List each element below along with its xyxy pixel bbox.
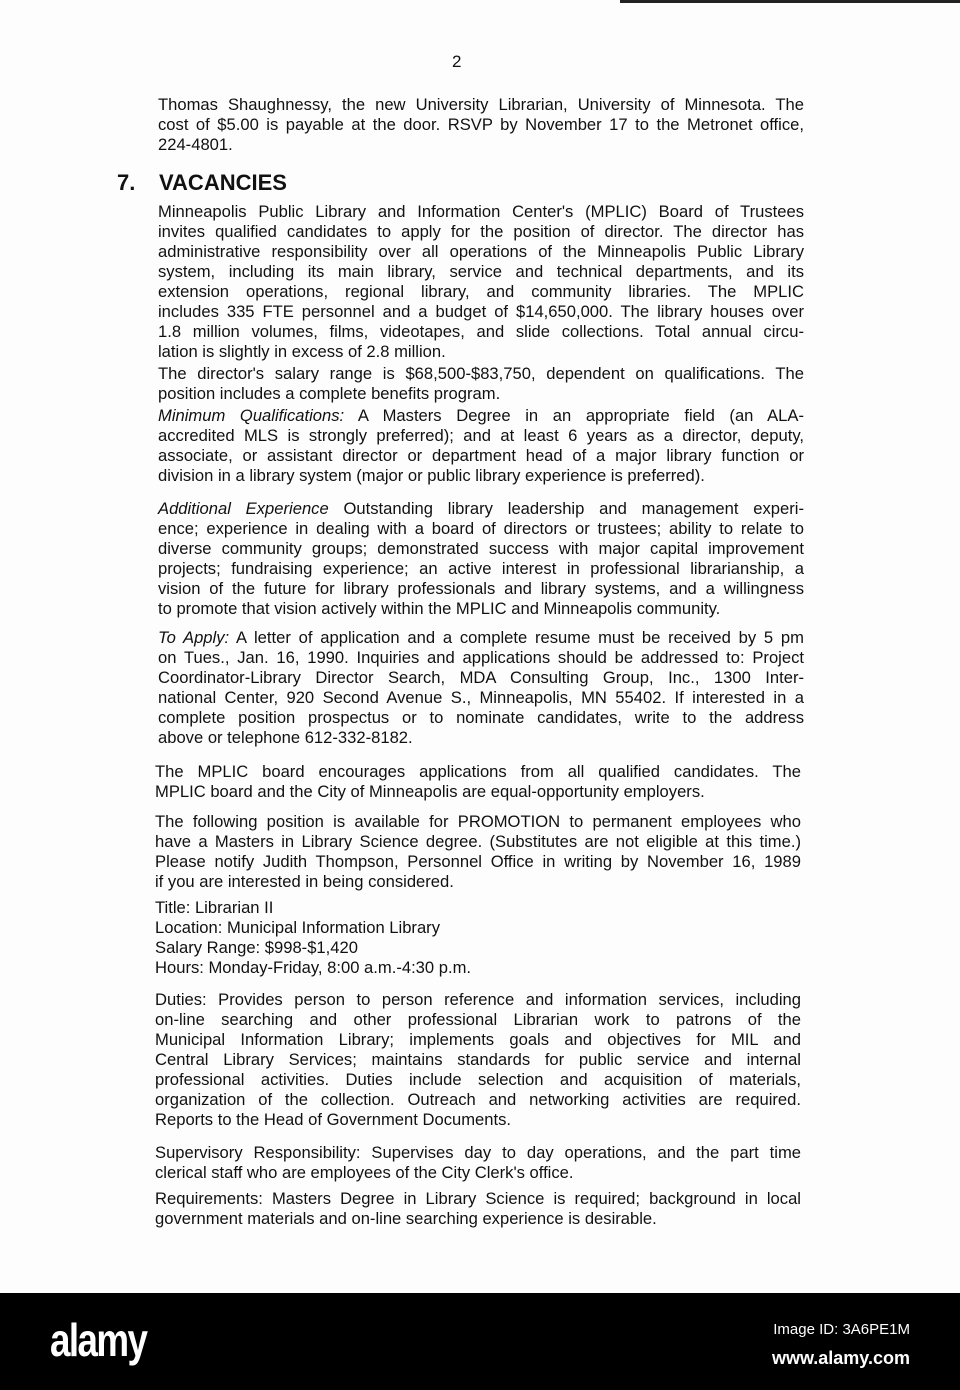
text-line: ence; experience in dealing with a board of directors or trustees; ability to relate to xyxy=(158,519,804,538)
text-line: system, including its main library, service and technical departments, and its xyxy=(158,262,804,281)
text-line: vision of the future for library professionals and library systems, and a willingness xyxy=(158,579,804,598)
text-line: diverse community groups; demonstrated success with major capital improvement xyxy=(158,539,804,558)
text-line: accredited MLS is strongly preferred); and at least 6 years as a director, deputy, xyxy=(158,426,804,445)
text-line: organization of the collection. Outreach and networking activities are required. xyxy=(155,1090,801,1109)
text-line: Salary Range: $998-$1,420 xyxy=(155,938,358,957)
alamy-logo: alamy xyxy=(50,1314,147,1366)
text-line: Thomas Shaughnessy, the new University Librarian, University of Minnesota. The xyxy=(158,95,804,114)
text-line: The MPLIC board encourages applications from all qualified candidates. The xyxy=(155,762,801,781)
paragraph xyxy=(158,364,804,404)
paragraph xyxy=(155,898,801,978)
text-line: includes 335 FTE personnel and a budget of $14,650,000. The library houses over xyxy=(158,302,804,321)
text-line: MPLIC board and the City of Minneapolis are equal-opportunity employers. xyxy=(155,782,705,801)
paragraph xyxy=(155,1189,801,1229)
text-line: Reports to the Head of Government Documents. xyxy=(155,1110,512,1129)
image-id: Image ID: 3A6PE1M xyxy=(773,1321,910,1338)
section-number: 7. xyxy=(117,170,136,195)
text-line: Coordinator-Library Director Search, MDA Consulting Group, Inc., 1300 Inter- xyxy=(158,668,804,687)
text-line: Municipal Information Library; implements goals and objectives for MIL and xyxy=(155,1030,801,1049)
text-line: Requirements: Masters Degree in Library Science is required; background in local xyxy=(155,1189,801,1208)
lead-label: Minimum Qualifications: xyxy=(158,406,345,425)
text-line: To Apply: A letter of application and a complete resume must be received by 5 pm xyxy=(158,628,804,647)
text-line: Location: Municipal Information Library xyxy=(155,918,441,937)
text-line: Duties: Provides person to person reference and information services, including xyxy=(155,990,801,1009)
text-line: on Tues., Jan. 16, 1990. Inquiries and applications should be addressed to: Project xyxy=(158,648,804,667)
paragraph xyxy=(155,812,801,892)
text-line: Additional Experience Outstanding library leadership and management experi- xyxy=(158,499,804,518)
text-line: Title: Librarian II xyxy=(155,898,274,917)
text-line: if you are interested in being considered. xyxy=(155,872,454,891)
text-line: have a Masters in Library Science degree. (Substitutes are not eligible at this time.) xyxy=(155,832,801,851)
text-line: cost of $5.00 is payable at the door. RSVP by November 17 to the Metronet office, xyxy=(158,115,804,134)
paragraph xyxy=(155,990,801,1130)
paragraph xyxy=(158,406,804,486)
text-line: national Center, 920 Second Avenue S., Minneapolis, MN 55402. If interested in a xyxy=(158,688,804,707)
text-line: The director's salary range is $68,500-$83,750, dependent on qualifications. The xyxy=(158,364,804,383)
paragraph xyxy=(158,202,804,362)
text-line: lation is slightly in excess of 2.8 million. xyxy=(158,342,446,361)
lead-label: To Apply: xyxy=(158,628,230,647)
text-line: invites qualified candidates to apply for the position of director. The director has xyxy=(158,222,804,241)
section-title: VACANCIES xyxy=(159,170,287,195)
text-line: to promote that vision actively within the MPLIC and Minneapolis community. xyxy=(158,599,721,618)
lead-label: Additional Experience xyxy=(158,499,329,518)
paragraph xyxy=(155,1143,801,1183)
text-line: Minneapolis Public Library and Information Center's (MPLIC) Board of Trustees xyxy=(158,202,804,221)
text-line: Central Library Services; maintains standards for public service and internal xyxy=(155,1050,801,1069)
watermark-bar xyxy=(0,1293,960,1390)
site-url: www.alamy.com xyxy=(771,1348,910,1368)
text-line: 1.8 million volumes, films, videotapes, and slide collections. Total annual circu- xyxy=(158,322,804,341)
text-line: associate, or assistant director or department head of a major library function or xyxy=(158,446,804,465)
section-heading xyxy=(117,170,287,196)
text-line: Please notify Judith Thompson, Personnel Office in writing by November 16, 1989 xyxy=(155,852,801,871)
paragraph xyxy=(158,499,804,619)
scan-edge xyxy=(620,0,960,3)
page-number: 2 xyxy=(452,52,462,71)
text-line: complete position prospectus or to nominate candidates, write to the address xyxy=(158,708,804,727)
text-line: 224-4801. xyxy=(158,135,233,154)
text-line: Supervisory Responsibility: Supervises day to day operations, and the part time xyxy=(155,1143,801,1162)
text-line: above or telephone 612-332-8182. xyxy=(158,728,413,747)
intro-paragraph xyxy=(158,95,804,155)
text-line: professional activities. Duties include selection and acquisition of materials, xyxy=(155,1070,801,1089)
text-line: clerical staff who are employees of the City Clerk's office. xyxy=(155,1163,574,1182)
text-line: Hours: Monday-Friday, 8:00 a.m.-4:30 p.m. xyxy=(155,958,472,977)
text-line: Minimum Qualifications: A Masters Degree in an appropriate field (an ALA- xyxy=(158,406,804,425)
paragraph xyxy=(155,762,801,802)
text-line: The following position is available for PROMOTION to permanent employees who xyxy=(155,812,801,831)
paragraph xyxy=(158,628,804,748)
text-line: on-line searching and other professional Librarian work to patrons of the xyxy=(155,1010,801,1029)
text-line: administrative responsibility over all operations of the Minneapolis Public Library xyxy=(158,242,804,261)
text-line: position includes a complete benefits program. xyxy=(158,384,501,403)
text-line: projects; fundraising experience; an active interest in professional librarianship, a xyxy=(158,559,804,578)
text-line: division in a library system (major or public library experience is preferred). xyxy=(158,466,705,485)
text-line: extension operations, regional library, and community libraries. The MPLIC xyxy=(158,282,804,301)
text-line: government materials and on-line searching experience is desirable. xyxy=(155,1209,657,1228)
